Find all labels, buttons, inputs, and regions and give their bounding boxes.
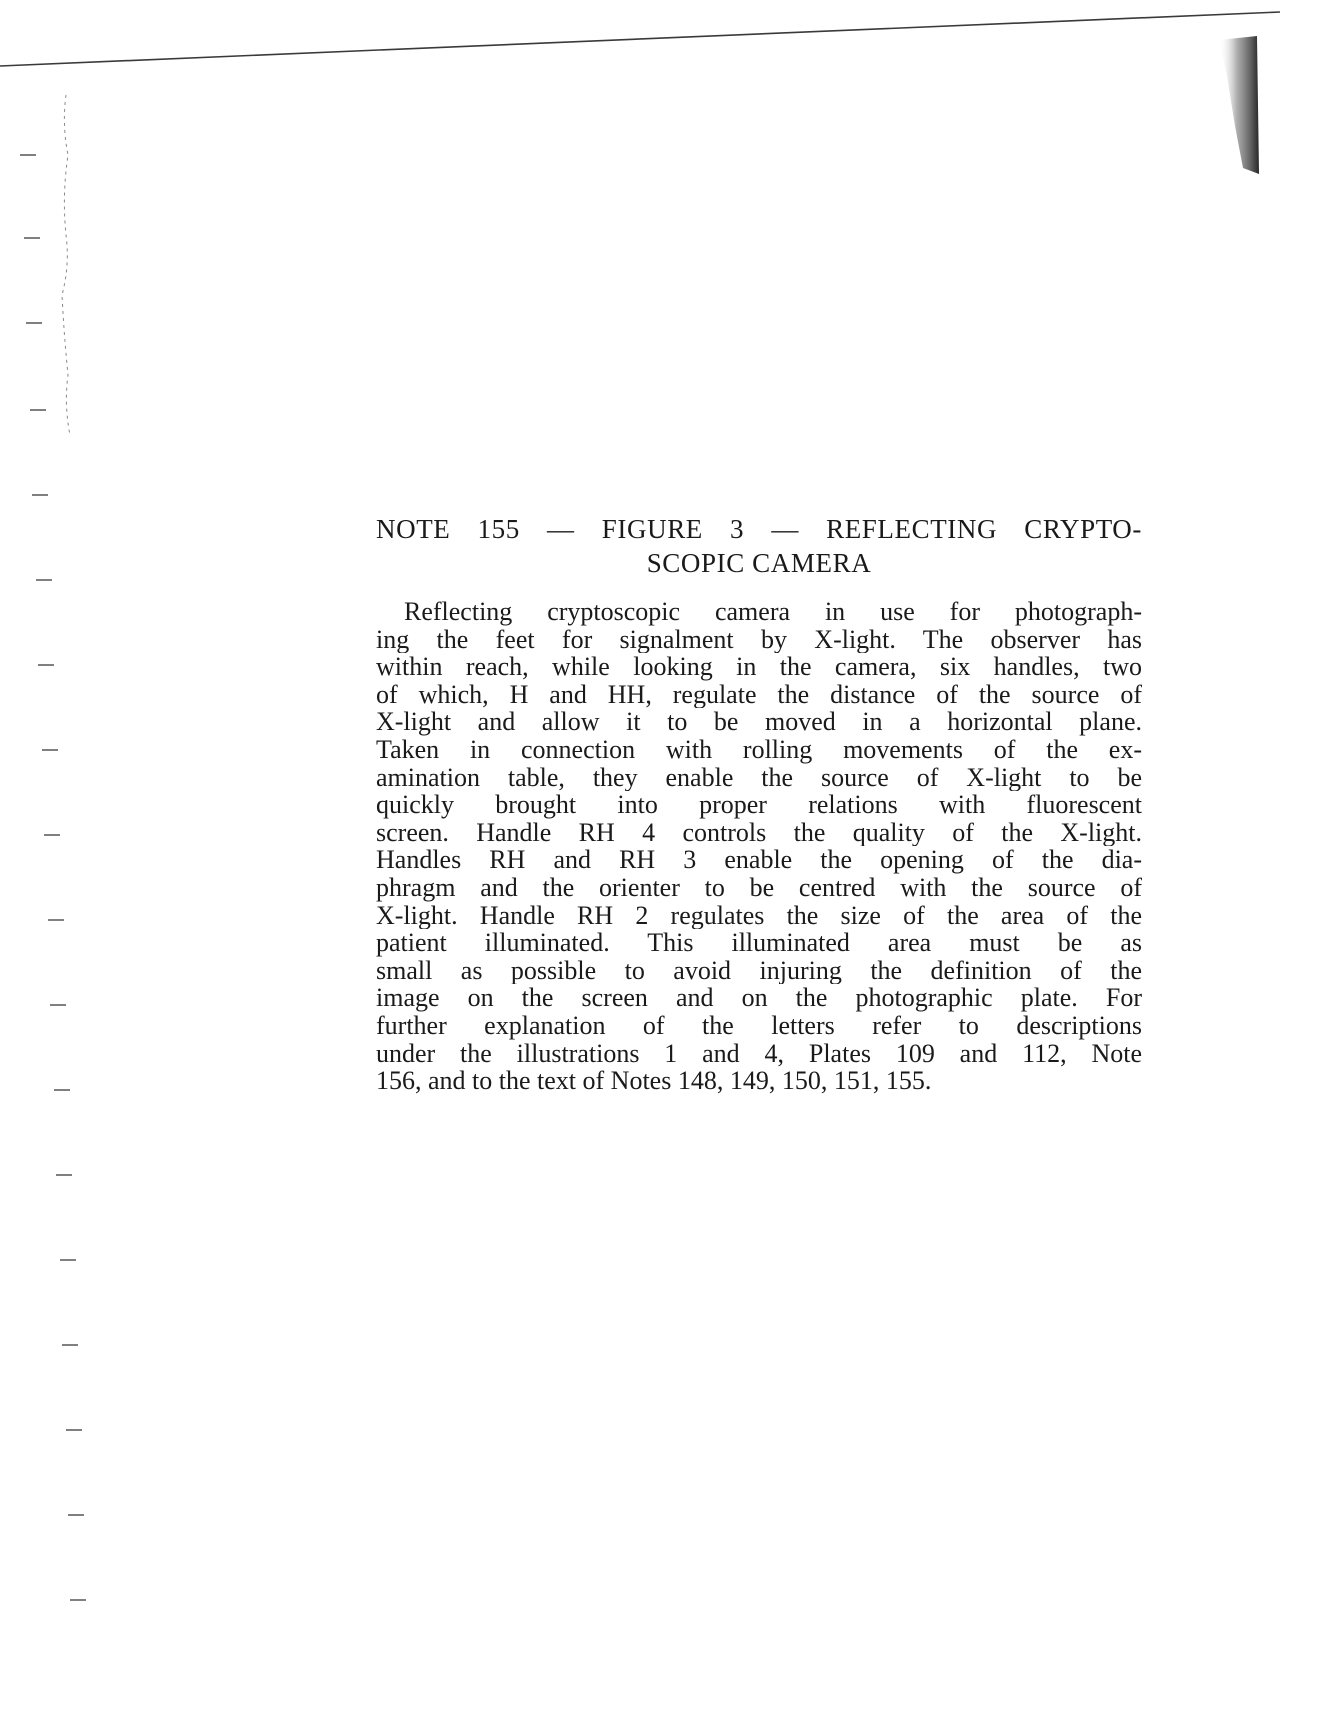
body-line: of which, H and HH, regulate the distance of the source of (376, 680, 1142, 709)
body-line: X-light and allow it to be moved in a horizontal plane. (376, 708, 1142, 736)
body-line: phragm and the orienter to be centred with the source of (376, 873, 1142, 902)
body-line: further explanation of the letters refer to descriptions (376, 1011, 1142, 1040)
body-line: screen. Handle RH 4 controls the quality of the X-light. (376, 818, 1142, 847)
body-line: under the illustrations 1 and 4, Plates 109 and 112, Note (376, 1039, 1142, 1068)
note-body (376, 598, 1142, 1095)
note-title-line: SCOPIC CAMERA (646, 548, 872, 578)
body-line: image on the screen and on the photographic plate. For (376, 984, 1142, 1012)
note-title-line: NOTE 155 — FIGURE 3 — REFLECTING CRYPTO- (376, 514, 1142, 544)
binding-margin-marks (0, 0, 90, 1710)
note-section (376, 512, 1142, 1095)
body-line: Taken in connection with rolling movements of the ex- (376, 735, 1142, 764)
body-line: small as possible to avoid injuring the definition of the (376, 956, 1142, 985)
note-title (376, 512, 1142, 580)
body-line: Handles RH and RH 3 enable the opening of the dia- (376, 846, 1142, 874)
top-edge-rule (0, 0, 1343, 120)
body-line: amination table, they enable the source of X-light to be (376, 763, 1142, 792)
body-line: Reflecting cryptoscopic camera in use for photograph- (404, 598, 1142, 626)
body-line: within reach, while looking in the camera, six handles, two (376, 653, 1142, 681)
body-line: 156, and to the text of Notes 148, 149, 150, 151, 155. (376, 1067, 932, 1095)
body-line: quickly brought into proper relations with fluorescent (376, 791, 1142, 819)
body-line: ing the feet for signalment by X-light. The observer has (376, 625, 1142, 654)
body-line: X-light. Handle RH 2 regulates the size of the area of the (376, 901, 1142, 930)
scan-edge-shadow (1213, 36, 1261, 176)
body-line: patient illuminated. This illuminated area must be as (376, 929, 1142, 957)
